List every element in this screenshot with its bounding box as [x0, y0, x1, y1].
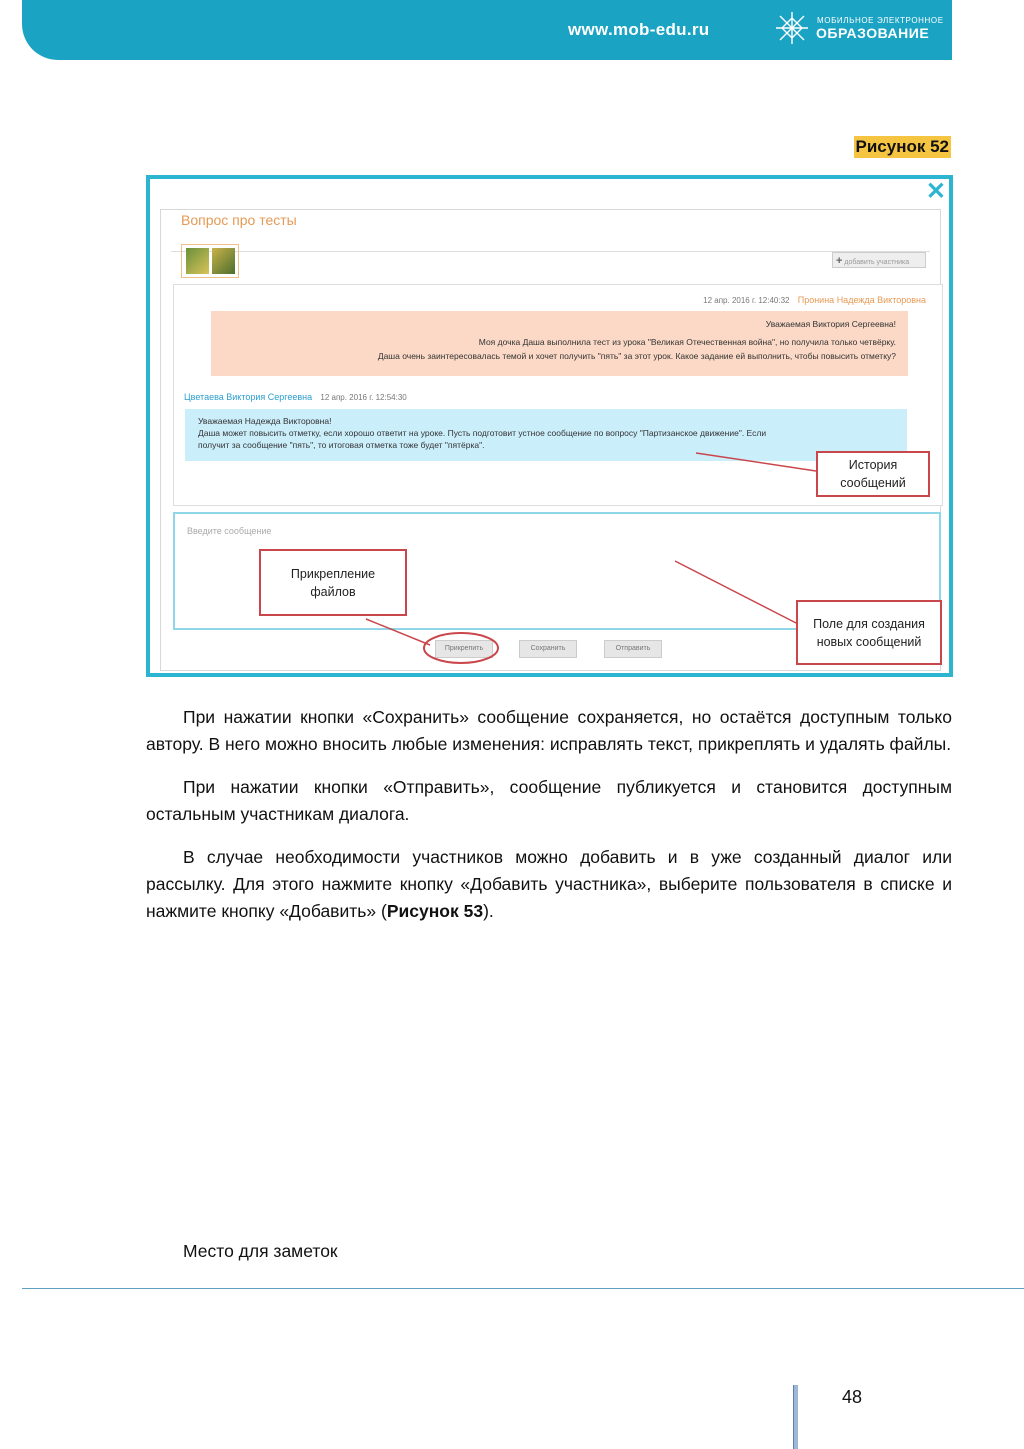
message-meta — [703, 295, 926, 305]
message-meta — [184, 392, 407, 402]
close-icon[interactable]: ✕ — [925, 178, 946, 205]
callout-text: новых сообщений — [816, 634, 922, 649]
body-text — [146, 704, 952, 941]
figure-dialog-screenshot — [146, 175, 953, 677]
message-line: получит за сообщение "пять", то итоговая отметка тоже будет "пятёрка". — [198, 440, 485, 450]
callout-history — [816, 451, 930, 497]
figure-reference[interactable]: Рисунок 53 — [386, 901, 484, 921]
header-band — [22, 0, 952, 60]
callout-attach — [259, 549, 407, 616]
avatar — [212, 248, 235, 274]
notes-label: Место для заметок — [183, 1241, 338, 1261]
message-line: Уважаемая Виктория Сергеевна! — [765, 319, 896, 329]
logo-icon — [774, 10, 810, 46]
title-divider — [171, 251, 930, 252]
callout-compose — [796, 600, 942, 665]
message-date: 12 апр. 2016 г. 12:54:30 — [320, 393, 407, 402]
dialog-title: Вопрос про тесты — [181, 212, 305, 228]
message-bubble-incoming — [211, 311, 908, 376]
paragraph-text: В случае необходимости участников можно добавить и в уже созданный диалог или рассылку. Для этого нажмите кнопку «Добавить участника», выберите пользователя в списке и нажмите кнопку «Добавить» ( — [146, 847, 952, 921]
save-button[interactable]: Сохранить — [519, 640, 577, 658]
callout-text: История — [848, 458, 898, 472]
message-line: Уважаемая Надежда Викторовна! — [198, 416, 332, 426]
message-line: Даша может повысить отметку, если хорошо ответит на уроке. Пусть подготовит устное сообщение по вопросу "Партизанское движение". Если — [198, 428, 767, 438]
callout-text: сообщений — [840, 476, 906, 490]
message-line: Моя дочка Даша выполнила тест из урока "Великая Отечественная война", но получила только четвёрку. — [478, 337, 896, 347]
page-number-bar — [793, 1385, 798, 1449]
avatar — [186, 248, 209, 274]
add-member-label: добавить участника — [844, 259, 910, 266]
figure-caption: Рисунок 52 — [855, 137, 949, 156]
callout-text: Прикрепление — [290, 566, 376, 581]
message-line: Даша очень заинтересовалась темой и хочет получить "пять" за этот урок. Какое задание ей выполнить, чтобы повысить отметку? — [377, 351, 896, 361]
footer-divider — [22, 1288, 1024, 1289]
add-member-button[interactable] — [832, 252, 926, 268]
message-bubble-outgoing — [185, 409, 907, 461]
logo-subtitle: МОБИЛЬНОЕ ЭЛЕКТРОННОЕ — [817, 16, 944, 25]
paragraph-text: ). — [483, 901, 494, 921]
compose-placeholder: Введите сообщение — [187, 526, 272, 536]
paragraph: При нажатии кнопки «Сохранить» сообщение сохраняется, но остаётся доступным только автору. В него можно вносить любые изменения: исправлять текст, прикреплять и удалять файлы. — [146, 707, 952, 754]
send-button[interactable]: Отправить — [604, 640, 662, 658]
attach-button[interactable]: Прикрепить — [435, 640, 493, 658]
page-number: 48 — [842, 1387, 863, 1407]
logo-title: ОБРАЗОВАНИЕ — [816, 25, 930, 41]
callout-text: Поле для создания — [813, 616, 925, 631]
paragraph: При нажатии кнопки «Отправить», сообщение публикуется и становится доступным остальным участникам диалога. — [146, 777, 952, 824]
message-author: Цветаева Виктория Сергеевна — [184, 392, 313, 402]
message-author: Пронина Надежда Викторовна — [797, 295, 926, 305]
paragraph — [146, 844, 952, 925]
site-url[interactable]: www.mob-edu.ru — [568, 20, 710, 39]
plus-icon: + — [836, 255, 843, 267]
callout-text: файлов — [310, 584, 356, 599]
message-date: 12 апр. 2016 г. 12:40:32 — [703, 296, 790, 305]
participants-avatars[interactable] — [181, 244, 239, 278]
